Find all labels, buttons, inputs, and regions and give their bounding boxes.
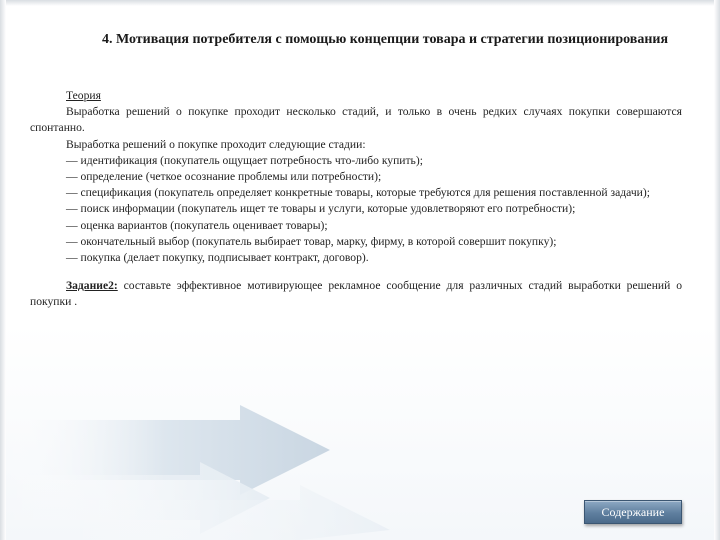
list-item: — определение (четкое осознание проблемы или потребности);: [66, 170, 382, 184]
task-label: Задание2:: [66, 279, 118, 293]
slide-title: 4. Мотивация потребителя с помощью концепции товара и стратегии позиционирования: [101, 32, 669, 47]
frame-top: [0, 0, 720, 6]
content-body: [30, 88, 682, 311]
task-text: составьте эффективное мотивирующее рекламное сообщение для различных стадий выработки решений о покупки .: [30, 279, 682, 309]
list-item: — покупка (делает покупку, подписывает контракт, договор).: [66, 251, 369, 265]
list-item: — идентификация (покупатель ощущает потребность что-либо купить);: [66, 153, 423, 167]
task-paragraph: [30, 278, 682, 310]
theory-heading: Теория: [66, 89, 101, 102]
list-item: — оценка вариантов (покупатель оценивает товары);: [66, 218, 328, 232]
list-item: — поиск информации (покупатель ищет те товары и услуги, которые удовлетворяют его потребности);: [66, 202, 576, 216]
list-item: — окончательный выбор (покупатель выбирает товар, марку, фирму, в которой совершит покупку);: [66, 234, 557, 248]
contents-button[interactable]: Содержание: [584, 500, 682, 524]
paragraph: Выработка решений о покупке проходит следующие стадии:: [66, 137, 366, 151]
paragraph: Выработка решений о покупке проходит несколько стадий, и только в очень редких случаях покупки совершаются спонтанно.: [30, 105, 682, 135]
list-item: — спецификация (покупатель определяет конкретные товары, которые требуются для решения поставленной задачи);: [66, 186, 650, 200]
